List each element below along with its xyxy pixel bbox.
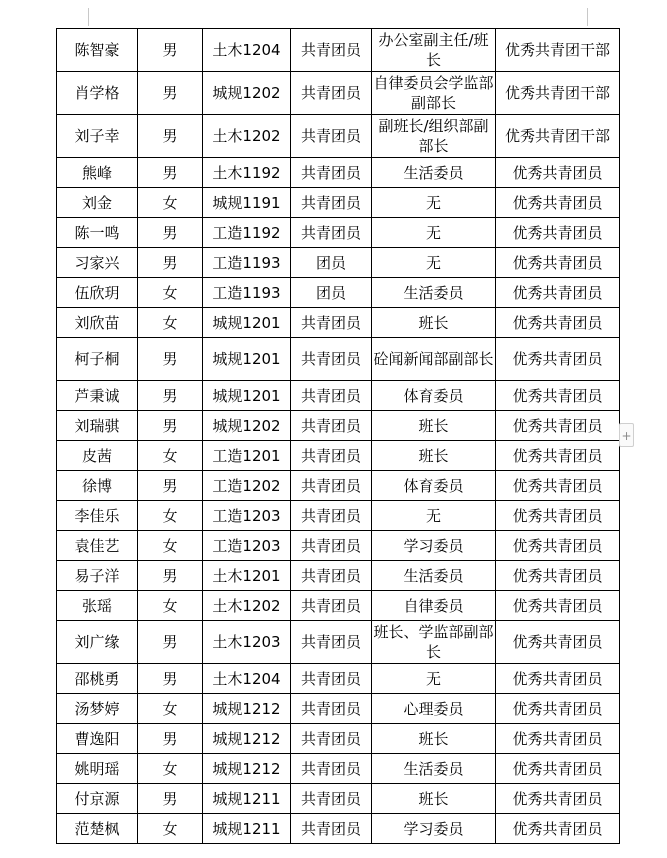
gender-cell: 男 — [138, 338, 203, 381]
position-cell: 无 — [372, 501, 496, 531]
class-cell: 工造1201 — [203, 441, 291, 471]
class-cell: 工造1193 — [203, 248, 291, 278]
position-cell: 班长 — [372, 441, 496, 471]
position-cell: 砼闻新闻部副部长 — [372, 338, 496, 381]
award-cell: 优秀共青团员 — [496, 561, 620, 591]
name-cell: 习家兴 — [57, 248, 138, 278]
political-status-cell: 共青团员 — [291, 501, 372, 531]
table-row — [57, 278, 620, 308]
class-cell: 土木1204 — [203, 664, 291, 694]
position-cell: 班长 — [372, 724, 496, 754]
award-cell: 优秀共青团员 — [496, 218, 620, 248]
gender-cell: 女 — [138, 754, 203, 784]
political-status-cell: 共青团员 — [291, 471, 372, 501]
table-row — [57, 561, 620, 591]
class-cell: 城规1202 — [203, 72, 291, 115]
political-status-cell: 团员 — [291, 248, 372, 278]
position-cell: 体育委员 — [372, 381, 496, 411]
name-cell: 芦秉诚 — [57, 381, 138, 411]
class-cell: 工造1202 — [203, 471, 291, 501]
position-cell: 无 — [372, 188, 496, 218]
political-status-cell: 共青团员 — [291, 218, 372, 248]
class-cell: 土木1192 — [203, 158, 291, 188]
table-row — [57, 441, 620, 471]
name-cell: 袁佳艺 — [57, 531, 138, 561]
political-status-cell: 共青团员 — [291, 338, 372, 381]
name-cell: 刘子幸 — [57, 115, 138, 158]
table-row — [57, 784, 620, 814]
gender-cell: 男 — [138, 248, 203, 278]
gender-cell: 女 — [138, 591, 203, 621]
political-status-cell: 共青团员 — [291, 441, 372, 471]
name-cell: 范楚枫 — [57, 814, 138, 844]
political-status-cell: 共青团员 — [291, 784, 372, 814]
gender-cell: 男 — [138, 411, 203, 441]
position-cell: 班长、学监部副部长 — [372, 621, 496, 664]
class-cell: 土木1202 — [203, 115, 291, 158]
gender-cell: 男 — [138, 784, 203, 814]
name-cell: 刘金 — [57, 188, 138, 218]
political-status-cell: 共青团员 — [291, 561, 372, 591]
class-cell: 城规1202 — [203, 411, 291, 441]
class-cell: 城规1211 — [203, 814, 291, 844]
position-cell: 无 — [372, 218, 496, 248]
political-status-cell: 共青团员 — [291, 411, 372, 441]
political-status-cell: 共青团员 — [291, 531, 372, 561]
award-cell: 优秀共青团员 — [496, 248, 620, 278]
gender-cell: 男 — [138, 471, 203, 501]
gender-cell: 男 — [138, 664, 203, 694]
table-row — [57, 115, 620, 158]
class-cell: 城规1191 — [203, 188, 291, 218]
political-status-cell: 共青团员 — [291, 591, 372, 621]
table-row — [57, 531, 620, 561]
position-cell: 班长 — [372, 411, 496, 441]
class-cell: 土木1201 — [203, 561, 291, 591]
award-cell: 优秀共青团员 — [496, 664, 620, 694]
gender-cell: 女 — [138, 441, 203, 471]
political-status-cell: 共青团员 — [291, 814, 372, 844]
position-cell: 生活委员 — [372, 158, 496, 188]
name-cell: 张瑶 — [57, 591, 138, 621]
award-cell: 优秀共青团员 — [496, 381, 620, 411]
gender-cell: 男 — [138, 115, 203, 158]
name-cell: 曹逸阳 — [57, 724, 138, 754]
gender-cell: 女 — [138, 501, 203, 531]
class-cell: 工造1203 — [203, 501, 291, 531]
award-cell: 优秀共青团员 — [496, 188, 620, 218]
award-cell: 优秀共青团干部 — [496, 115, 620, 158]
table-row — [57, 158, 620, 188]
class-cell: 土木1202 — [203, 591, 291, 621]
class-cell: 城规1201 — [203, 381, 291, 411]
position-cell: 班长 — [372, 784, 496, 814]
class-cell: 工造1193 — [203, 278, 291, 308]
award-cell: 优秀共青团员 — [496, 694, 620, 724]
gender-cell: 女 — [138, 308, 203, 338]
table-row — [57, 814, 620, 844]
political-status-cell: 共青团员 — [291, 158, 372, 188]
name-cell: 付京源 — [57, 784, 138, 814]
table-row — [57, 308, 620, 338]
table-row — [57, 218, 620, 248]
name-cell: 伍欣玥 — [57, 278, 138, 308]
political-status-cell: 团员 — [291, 278, 372, 308]
table-row — [57, 591, 620, 621]
gender-cell: 女 — [138, 814, 203, 844]
name-cell: 陈智豪 — [57, 29, 138, 72]
political-status-cell: 共青团员 — [291, 621, 372, 664]
name-cell: 李佳乐 — [57, 501, 138, 531]
name-cell: 刘瑞骐 — [57, 411, 138, 441]
political-status-cell: 共青团员 — [291, 381, 372, 411]
gender-cell: 女 — [138, 694, 203, 724]
award-cell: 优秀共青团员 — [496, 724, 620, 754]
name-cell: 熊峰 — [57, 158, 138, 188]
political-status-cell: 共青团员 — [291, 115, 372, 158]
award-cell: 优秀共青团员 — [496, 531, 620, 561]
position-cell: 学习委员 — [372, 814, 496, 844]
class-cell: 土木1204 — [203, 29, 291, 72]
award-cell: 优秀共青团员 — [496, 471, 620, 501]
table-row — [57, 248, 620, 278]
position-cell: 无 — [372, 664, 496, 694]
gender-cell: 男 — [138, 381, 203, 411]
add-row-button[interactable]: + — [619, 423, 634, 447]
name-cell: 易子洋 — [57, 561, 138, 591]
gender-cell: 男 — [138, 724, 203, 754]
gender-cell: 女 — [138, 188, 203, 218]
gender-cell: 女 — [138, 278, 203, 308]
name-cell: 刘欣苗 — [57, 308, 138, 338]
name-cell: 汤梦婷 — [57, 694, 138, 724]
political-status-cell: 共青团员 — [291, 308, 372, 338]
table-row — [57, 664, 620, 694]
class-cell: 城规1201 — [203, 308, 291, 338]
name-cell: 肖学格 — [57, 72, 138, 115]
political-status-cell: 共青团员 — [291, 754, 372, 784]
table-row — [57, 381, 620, 411]
award-cell: 优秀共青团员 — [496, 814, 620, 844]
position-cell: 自律委员会学监部副部长 — [372, 72, 496, 115]
position-cell: 自律委员 — [372, 591, 496, 621]
table-row — [57, 754, 620, 784]
table-row — [57, 724, 620, 754]
name-cell: 陈一鸣 — [57, 218, 138, 248]
table-row — [57, 411, 620, 441]
name-cell: 姚明瑶 — [57, 754, 138, 784]
position-cell: 办公室副主任/班长 — [372, 29, 496, 72]
position-cell: 学习委员 — [372, 531, 496, 561]
table-row — [57, 72, 620, 115]
award-cell: 优秀共青团员 — [496, 591, 620, 621]
page-corner-mark-right — [587, 8, 588, 26]
page-corner-mark-left — [88, 8, 89, 26]
political-status-cell: 共青团员 — [291, 694, 372, 724]
table-row — [57, 188, 620, 218]
table-row — [57, 621, 620, 664]
position-cell: 副班长/组织部副部长 — [372, 115, 496, 158]
gender-cell: 男 — [138, 158, 203, 188]
class-cell: 城规1211 — [203, 784, 291, 814]
award-cell: 优秀共青团员 — [496, 441, 620, 471]
class-cell: 工造1192 — [203, 218, 291, 248]
gender-cell: 女 — [138, 531, 203, 561]
table-row — [57, 694, 620, 724]
award-cell: 优秀共青团干部 — [496, 72, 620, 115]
class-cell: 城规1201 — [203, 338, 291, 381]
political-status-cell: 共青团员 — [291, 29, 372, 72]
position-cell: 班长 — [372, 308, 496, 338]
position-cell: 生活委员 — [372, 754, 496, 784]
position-cell: 体育委员 — [372, 471, 496, 501]
name-cell: 邵桃勇 — [57, 664, 138, 694]
table-row — [57, 501, 620, 531]
political-status-cell: 共青团员 — [291, 188, 372, 218]
name-cell: 徐博 — [57, 471, 138, 501]
position-cell: 生活委员 — [372, 561, 496, 591]
table-row — [57, 29, 620, 72]
table-row — [57, 338, 620, 381]
award-cell: 优秀共青团员 — [496, 501, 620, 531]
class-cell: 土木1203 — [203, 621, 291, 664]
class-cell: 工造1203 — [203, 531, 291, 561]
position-cell: 心理委员 — [372, 694, 496, 724]
award-cell: 优秀共青团干部 — [496, 29, 620, 72]
name-cell: 柯子桐 — [57, 338, 138, 381]
position-cell: 生活委员 — [372, 278, 496, 308]
award-cell: 优秀共青团员 — [496, 338, 620, 381]
political-status-cell: 共青团员 — [291, 724, 372, 754]
class-cell: 城规1212 — [203, 694, 291, 724]
award-cell: 优秀共青团员 — [496, 308, 620, 338]
political-status-cell: 共青团员 — [291, 664, 372, 694]
table-row — [57, 471, 620, 501]
political-status-cell: 共青团员 — [291, 72, 372, 115]
honor-list-table — [56, 28, 620, 844]
award-cell: 优秀共青团员 — [496, 411, 620, 441]
name-cell: 刘广缘 — [57, 621, 138, 664]
class-cell: 城规1212 — [203, 724, 291, 754]
gender-cell: 男 — [138, 72, 203, 115]
award-cell: 优秀共青团员 — [496, 621, 620, 664]
gender-cell: 男 — [138, 218, 203, 248]
gender-cell: 男 — [138, 621, 203, 664]
award-cell: 优秀共青团员 — [496, 278, 620, 308]
award-cell: 优秀共青团员 — [496, 784, 620, 814]
award-cell: 优秀共青团员 — [496, 754, 620, 784]
gender-cell: 男 — [138, 561, 203, 591]
name-cell: 皮茜 — [57, 441, 138, 471]
class-cell: 城规1212 — [203, 754, 291, 784]
gender-cell: 男 — [138, 29, 203, 72]
award-cell: 优秀共青团员 — [496, 158, 620, 188]
position-cell: 无 — [372, 248, 496, 278]
